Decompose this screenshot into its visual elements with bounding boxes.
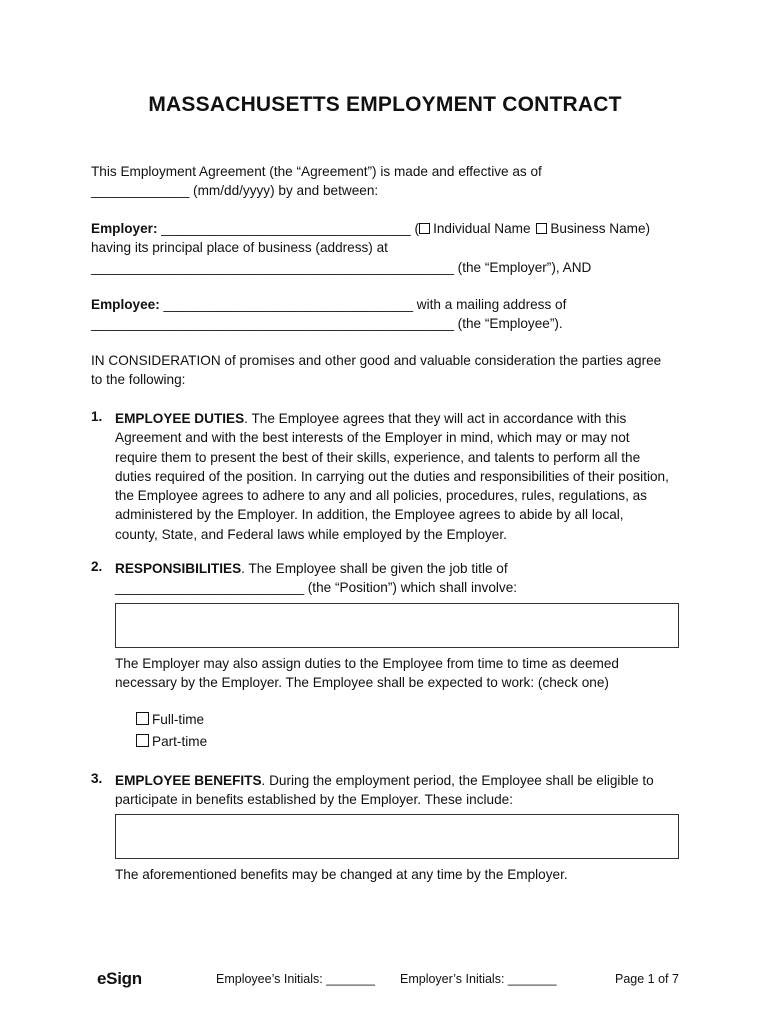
employer-line-1: [91, 219, 691, 238]
full-time-label: Full-time: [152, 712, 205, 727]
employee-label: Employee:: [91, 297, 160, 312]
section-3-body: [115, 771, 690, 810]
employee-line-1: [91, 295, 691, 314]
position-title-blank[interactable]: _________________________ (the “Position”) which shall involve:: [115, 580, 518, 596]
section-3-number: 3.: [91, 771, 103, 786]
section-1-line: the Employee agrees to adhere to any and all policies, procedures, rules, regulations, as: [115, 488, 647, 504]
consideration-line-1: IN CONSIDERATION of promises and other good and valuable consideration the parties agree: [91, 353, 662, 368]
section-1-line: Agreement and with the best interests of the Employer in mind, which may or may not: [115, 430, 630, 446]
intro-line-2: _____________ (mm/dd/yyyy) by and between:: [91, 183, 379, 199]
section-1-line: administered by the Employer. In addition, the Employee agrees to abide by all local,: [115, 507, 624, 523]
part-time-option[interactable]: [136, 732, 207, 751]
business-name-checkbox[interactable]: [536, 223, 547, 234]
section-2-body: [115, 559, 690, 598]
section-2-line-1: . The Employee shall be given the job title of: [241, 561, 508, 576]
section-1-line: require them to present the best of their skills, experience, and talents to perform all the: [115, 449, 641, 465]
esign-logo: eSign: [97, 969, 142, 988]
part-time-checkbox[interactable]: [136, 734, 149, 747]
part-time-label: Part-time: [152, 734, 208, 749]
section-2-heading: RESPONSIBILITIES: [115, 561, 242, 576]
section-1-line: . The Employee agrees that they will act in accordance with this: [244, 411, 627, 426]
position-duties-textbox[interactable]: [115, 603, 679, 648]
full-time-checkbox[interactable]: [136, 712, 149, 725]
page-number: Page 1 of 7: [615, 972, 679, 986]
section-1-line: county, State, and Federal laws while employed by the Employer.: [115, 526, 507, 542]
benefits-textbox[interactable]: [115, 814, 679, 859]
full-time-option[interactable]: [136, 710, 204, 729]
employer-name-blank[interactable]: _________________________________ (: [157, 221, 420, 236]
employer-address-blank[interactable]: ________________________________________________ (the “Employer”), AND: [91, 259, 592, 275]
consideration-paragraph: [91, 351, 691, 390]
intro-line-1: This Employment Agreement (the “Agreement”) is made and effective as of: [91, 164, 542, 179]
section-1-body: [115, 409, 690, 544]
section-2-after-line-1: The Employer may also assign duties to the Employee from time to time as deemed: [115, 656, 619, 671]
section-3-line-1: . During the employment period, the Employee shall be eligible to: [261, 773, 654, 788]
individual-name-label: Individual Name: [433, 221, 531, 236]
employer-paragraph: [91, 219, 691, 277]
intro-paragraph: [91, 162, 691, 201]
section-2-number: 2.: [91, 559, 103, 574]
individual-name-checkbox[interactable]: [419, 223, 430, 234]
employer-line-2: having its principal place of business (address) at: [91, 240, 388, 256]
employee-name-blank[interactable]: _________________________________ with a mailing address of: [159, 297, 567, 312]
employee-paragraph: [91, 295, 691, 334]
employee-initials[interactable]: Employee’s Initials: _______: [216, 972, 375, 986]
section-3-after: [115, 865, 690, 884]
page-title: MASSACHUSETTS EMPLOYMENT CONTRACT: [148, 93, 622, 116]
section-3-after-line: The aforementioned benefits may be changed at any time by the Employer.: [115, 867, 568, 882]
section-2-after-line-2: necessary by the Employer. The Employee shall be expected to work: (check one): [115, 675, 609, 691]
section-1-number: 1.: [91, 409, 103, 424]
employee-address-blank[interactable]: ________________________________________________ (the “Employee”).: [91, 316, 563, 332]
section-3-line-2: participate in benefits established by the Employer. These include:: [115, 792, 513, 808]
section-1-line: duties required of the position. In carrying out the duties and responsibilities of their position,: [115, 468, 669, 484]
section-2-after: [115, 654, 690, 693]
business-name-label: Business Name): [550, 221, 651, 236]
section-3-heading: EMPLOYEE BENEFITS: [115, 773, 262, 788]
employer-label: Employer:: [91, 221, 158, 236]
section-1-heading: EMPLOYEE DUTIES: [115, 411, 245, 426]
employer-initials[interactable]: Employer’s Initials: _______: [400, 972, 557, 986]
consideration-line-2: to the following:: [91, 372, 186, 388]
